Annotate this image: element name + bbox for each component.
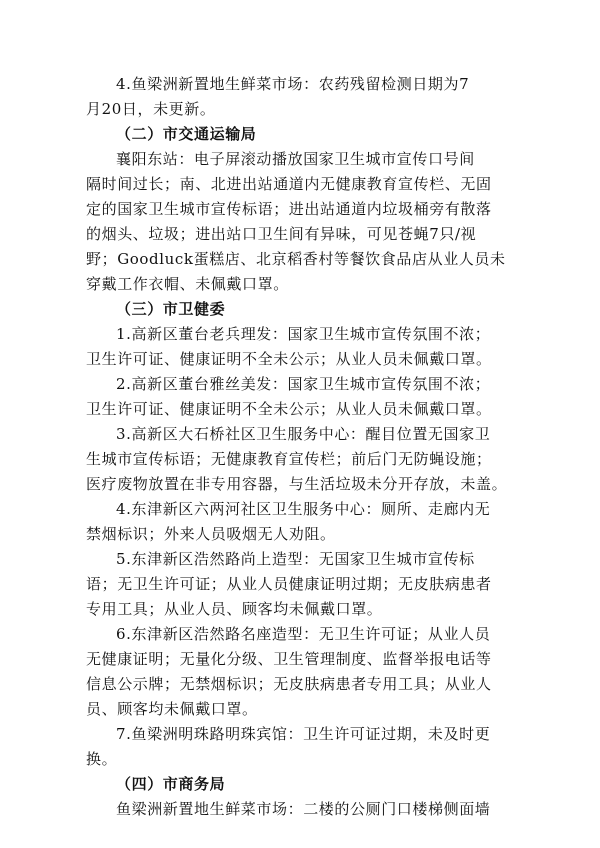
item-yulianzhou-market-pesticide: 4.鱼梁洲新置地生鲜菜市场：农药残留检测日期为7 月20日，未更新。 [86,75,470,118]
section-heading-transport-bureau: （二）市交通运输局 [116,125,257,143]
item-dongtai-laobing-barber: 1.高新区董台老兵理发：国家卫生城市宣传氛围不浓； 卫生许可证、健康证明不全未公示；从业人员未佩戴口罩。 [86,325,492,368]
item-mingzhu-hotel: 7.鱼梁洲明珠路明珠宾馆：卫生许可证过期，未及时更 换。 [86,725,491,768]
item-yulianzhou-market-toilet: 鱼梁洲新置地生鲜菜市场：二楼的公厕门口楼梯侧面墙 [116,800,491,818]
item-haoran-mingzuo-salon: 6.东津新区浩然路名座造型：无卫生许可证；从业人员 无健康证明；无量化分级、卫生管理制度、监督举报电话等 信息公示牌；无禁烟标识；无皮肤病患者专用工具；从业人 员、顾客均未佩戴口罩。 [86,625,492,718]
item-dashiqiao-health-center: 3.高新区大石桥社区卫生服务中心：醒目位置无国家卫 生城市宣传标语；无健康教育宣传栏；前后门无防蝇设施； 医疗废物放置在非专用容器，与生活垃圾未分开存放，未盖。 [86,425,508,493]
item-liulianghe-health-center: 4.东津新区六两河社区卫生服务中心：厕所、走廊内无 禁烟标识；外来人员吸烟无人劝阻。 [86,500,491,543]
item-dongtai-yasi-salon: 2.高新区董台雅丝美发：国家卫生城市宣传氛围不浓； 卫生许可证、健康证明不全未公示；从业人员未佩戴口罩。 [86,375,492,418]
section-heading-commerce-bureau: （四）市商务局 [116,775,226,793]
section-heading-health-commission: （三）市卫健委 [116,300,226,318]
item-xiangyang-east-station: 襄阳东站：电子屏滚动播放国家卫生城市宣传口号间 隔时间过长；南、北进出站通道内无健康教育宣传栏、无固 定的国家卫生城市宣传标语；进出站通道内垃圾桶旁有散落 的烟头、垃圾；进出站口卫生间有异味，可见苍蝇7只/视 野；Goodluck蛋糕店、北京稻香村等餐饮食品店从业人员未 穿戴工作衣帽、未佩戴口罩。 [86,150,506,293]
document-body [86,72,516,822]
item-haoran-shangshang-salon: 5.东津新区浩然路尚上造型：无国家卫生城市宣传标 语；无卫生许可证；从业人员健康证明过期；无皮肤病患者 专用工具；从业人员、顾客均未佩戴口罩。 [86,550,492,618]
